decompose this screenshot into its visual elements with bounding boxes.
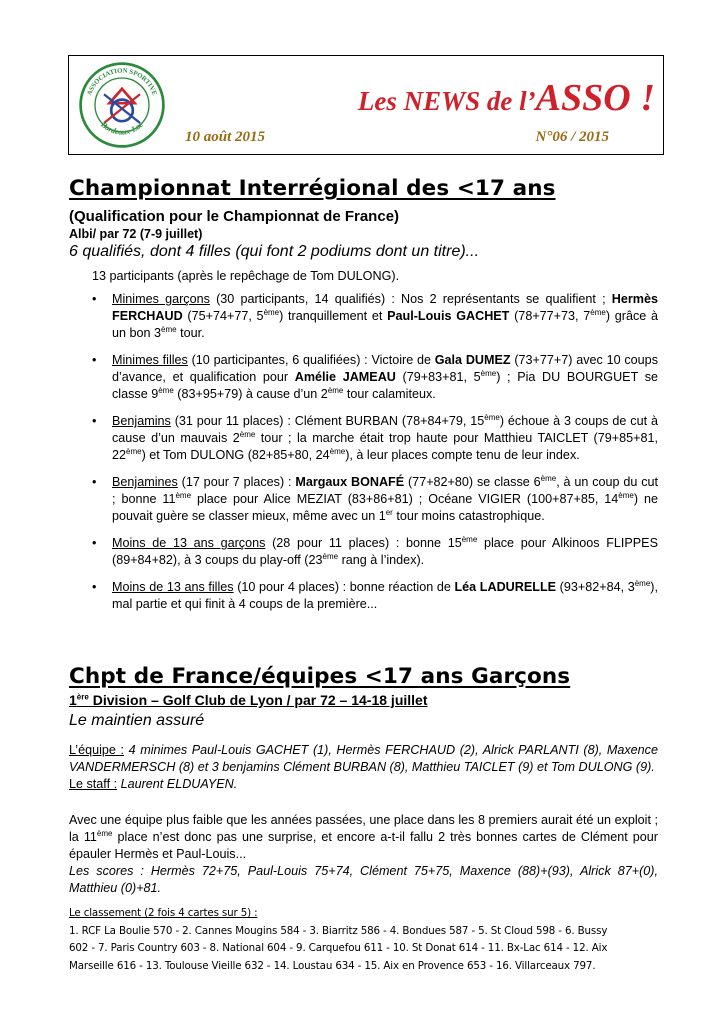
section1-title: Championnat Interrégional des <17 ans: [69, 176, 556, 201]
section2-subtitle: 1ère Division – Golf Club de Lyon / par 72 – 14-18 juillet: [69, 692, 428, 708]
list-item: • Moins de 13 ans garçons (28 pour 11 places) : bonne 15ème place pour Alkinoos FLIPPES (89+84+82), à 3 coups du play-off (23ème rang à l’index).: [92, 535, 658, 569]
newsletter-title: Les NEWS de l’ASSO !: [357, 77, 655, 119]
results-list: [92, 291, 658, 623]
section1-subtitle: (Qualification pour le Championnat de France): [69, 208, 400, 225]
scores-text: Les scores : Hermès 72+75, Paul-Louis 75+74, Clément 75+75, Maxence (88)+(93), Alrick 87+(0), Matthieu (0)+81.: [69, 864, 658, 895]
list-item: • Benjamins (31 pour 11 places) : Clément BURBAN (78+84+79, 15ème) échoue à 3 coups de cut à cause d’un mauvais 2ème tour ; la marche était trop haute pour Matthieu TAICLET (79+85+81, 22ème) et Tom DULONG (82+85+80, 24ème), à leur places compte tenu de leur index.: [92, 413, 658, 464]
newsletter-header: [68, 55, 664, 155]
section1-tagline: 6 qualifiés, dont 4 filles (qui font 2 podiums dont un titre)...: [69, 243, 480, 260]
classement-label: Le classement (2 fois 4 cartes sur 5) :: [69, 907, 258, 919]
classement-line: 602 - 7. Paris Country 603 - 8. National 604 - 9. Carquefou 611 - 10. St Donat 614 - 11. Bx-Lac 614 - 12. Aix: [69, 942, 608, 954]
team-paragraph: L’équipe : 4 minimes Paul-Louis GACHET (1), Hermès FERCHAUD (2), Alrick PARLANTI (8), Maxence VANDERMERSCH (8) et 3 benjamins Clément BURBAN (8), Matthieu TAICLET (9) et Tom DULONG (9). Le staff : Laurent ELDUAYEN.: [69, 743, 658, 791]
list-item: • Minimes garçons (30 participants, 14 qualifiés) : Nos 2 représentants se qualifient ; Hermès FERCHAUD (75+74+77, 5ème) tranquillement et Paul-Louis GACHET (78+77+73, 7ème) grâce à un bon 3ème tour.: [92, 291, 658, 342]
section1-intro: 13 participants (après le repêchage de Tom DULONG).: [92, 269, 400, 283]
section2-tagline: Le maintien assuré: [69, 712, 205, 729]
classement-block: [69, 905, 664, 975]
issue-date: 10 août 2015: [185, 129, 266, 145]
issue-number: N°06 / 2015: [535, 129, 609, 145]
list-item: • Benjamines (17 pour 7 places) : Margaux BONAFÉ (77+82+80) se classe 6ème, à un coup du cut ; bonne 11ème place pour Alice MEZIAT (83+86+81) ; Océane VIGIER (100+87+85, 14ème) ne pouvait guère se classer mieux, même avec un 1er tour moins catastrophique.: [92, 474, 658, 525]
association-logo: [77, 60, 167, 150]
svg-text:Bordeaux-Lac: Bordeaux-Lac: [99, 119, 145, 137]
classement-line: Marseille 616 - 13. Toulouse Vieille 632 - 14. Loustau 634 - 15. Aix en Provence 653 - 16. Villarceaux 797.: [69, 959, 596, 972]
classement-line: 1. RCF La Boulie 570 - 2. Cannes Mougins 584 - 3. Biarritz 586 - 4. Bondues 587 - 5. St Cloud 598 - 6. Bussy: [69, 924, 608, 937]
summary-paragraph: Avec une équipe plus faible que les années passées, une place dans les 8 premiers aurait été un exploit ; la 11ème place n’est donc pas une surprise, et encore a-t-il fallu 2 très bonnes cartes de Clément pour épauler Hermès et Paul-Louis... Les scores : Hermès 72+75, Paul-Louis 75+74, Clément 75+75, Maxence (88)+(93), Alrick 87+(0), Matthieu (0)+81.: [69, 813, 658, 895]
section1-venue: Albi/ par 72 (7-9 juillet): [69, 227, 203, 241]
list-item: • Minimes filles (10 participantes, 6 qualifiées) : Victoire de Gala DUMEZ (73+77+7) avec 10 coups d’avance, et qualification pour Amélie JAMEAU (79+83+81, 5ème) ; Pia DU BOURGUET se classe 9ème (83+95+79) à cause d’un 2ème tour calamiteux.: [92, 352, 658, 403]
section2-title: Chpt de France/équipes <17 ans Garçons: [69, 664, 571, 689]
list-item: • Moins de 13 ans filles (10 pour 4 places) : bonne réaction de Léa LADURELLE (93+82+84, 3ème), mal partie et qui finit à 4 coups de la première...: [92, 579, 658, 613]
svg-text:ASSOCIATION SPORTIVE: ASSOCIATION SPORTIVE: [86, 67, 158, 97]
